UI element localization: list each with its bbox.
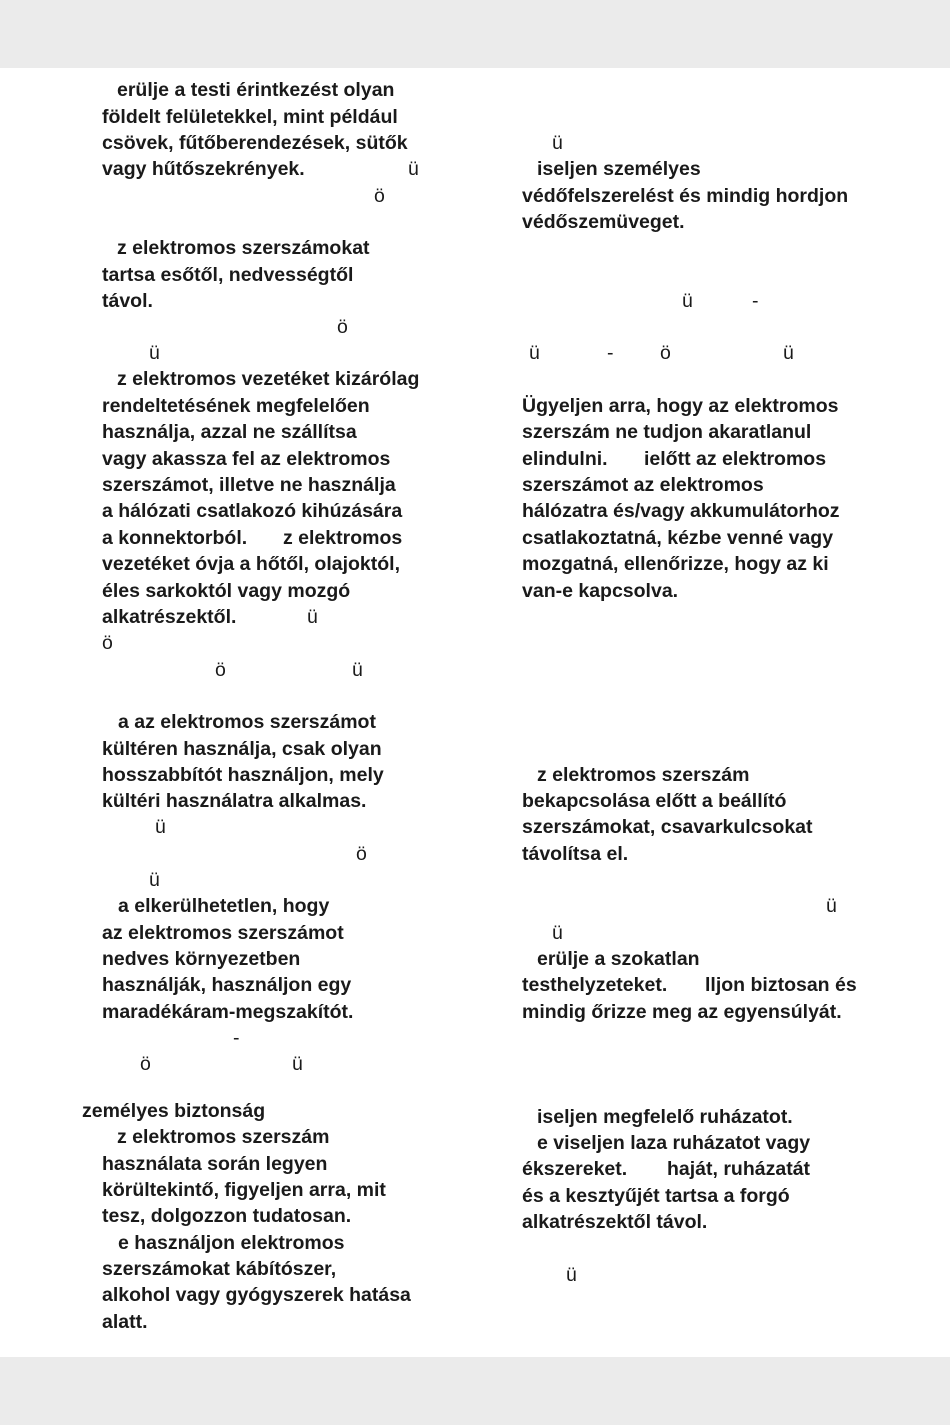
left-column-line: ü xyxy=(155,816,166,838)
right-column-line: bekapcsolása előtt a beállító xyxy=(522,790,787,812)
left-column-line: ö xyxy=(374,185,385,207)
left-column-line: tartsa esőtől, nedvességtől xyxy=(102,264,354,286)
left-column-line: ö xyxy=(140,1053,151,1075)
left-column-line: ö xyxy=(215,659,226,681)
left-column-line: a hálózati csatlakozó kihúzására xyxy=(102,500,403,522)
left-column-line: éles sarkoktól vagy mozgó xyxy=(102,580,351,602)
left-column-line: alkohol vagy gyógyszerek hatása xyxy=(102,1284,411,1306)
right-column-line: haját, ruházatát xyxy=(667,1158,811,1180)
left-column-line: a az elektromos szerszámot xyxy=(118,711,376,733)
right-column-line: szerszámot az elektromos xyxy=(522,474,764,496)
left-column-line: e használjon elektromos xyxy=(118,1232,345,1254)
left-column-line: vagy akassza fel az elektromos xyxy=(102,448,391,470)
left-column-line: kültéren használja, csak olyan xyxy=(102,738,382,760)
left-column-line: használata során legyen xyxy=(102,1153,328,1175)
right-column-line: testhelyzeteket. xyxy=(522,974,668,996)
left-column-line: szerszámokat kábítószer, xyxy=(102,1258,337,1280)
right-column-line: szerszám ne tudjon akaratlanul xyxy=(522,421,812,443)
right-column-line: csatlakoztatná, kézbe venné vagy xyxy=(522,527,834,549)
left-column-line: használják, használjon egy xyxy=(102,974,352,996)
left-column-line: vagy hűtőszekrények. xyxy=(102,158,305,180)
left-column-line: ü xyxy=(408,158,419,180)
right-column-line: szerszámokat, csavarkulcsokat xyxy=(522,816,813,838)
right-column-line: - xyxy=(752,290,759,312)
left-column-line: alatt. xyxy=(102,1311,148,1333)
right-column-line: ü xyxy=(552,922,563,944)
right-column-line: védőszemüveget. xyxy=(522,211,685,233)
right-column-line: és a kesztyűjét tartsa a forgó xyxy=(522,1185,790,1207)
right-column-line: távolítsa el. xyxy=(522,843,629,865)
left-column-line: ö xyxy=(337,316,348,338)
left-column-line: ö xyxy=(356,843,367,865)
left-column-line: ö xyxy=(102,632,113,654)
left-column-line: alkatrészektől. xyxy=(102,606,237,628)
right-column-line: mozgatná, ellenőrizze, hogy az ki xyxy=(522,553,829,575)
right-column-line: mindig őrizze meg az egyensúlyát. xyxy=(522,1001,842,1023)
left-column-line: az elektromos szerszámot xyxy=(102,922,344,944)
left-column-line: erülje a testi érintkezést olyan xyxy=(117,79,395,101)
left-column-line: z elektromos szerszám xyxy=(117,1126,330,1148)
left-column-line: z elektromos vezetéket kizárólag xyxy=(117,368,420,390)
right-column-line: iseljen megfelelő ruházatot. xyxy=(537,1106,793,1128)
left-column-line: csövek, fűtőberendezések, sütők xyxy=(102,132,408,154)
right-column-line: ü xyxy=(783,342,794,364)
top-margin-band xyxy=(0,0,950,68)
left-column-line: ü xyxy=(352,659,363,681)
right-column-line: elindulni. xyxy=(522,448,608,470)
right-column-line: ö xyxy=(660,342,671,364)
right-column-line: ékszereket. xyxy=(522,1158,628,1180)
left-column-line: z elektromos xyxy=(283,527,403,549)
right-column-line: - xyxy=(607,342,614,364)
right-column-line: e viseljen laza ruházatot vagy xyxy=(537,1132,811,1154)
left-column-line: ü xyxy=(307,606,318,628)
left-column-line: földelt felületekkel, mint például xyxy=(102,106,398,128)
left-column-line: kültéri használatra alkalmas. xyxy=(102,790,367,812)
left-column-line: ü xyxy=(149,869,160,891)
right-column-line: Ügyeljen arra, hogy az elektromos xyxy=(522,395,839,417)
right-column-line: alkatrészektől távol. xyxy=(522,1211,708,1233)
left-column-line: maradékáram-megszakítót. xyxy=(102,1001,354,1023)
left-column-line: vezetéket óvja a hőtől, olajoktól, xyxy=(102,553,400,575)
right-column-line: ielőtt az elektromos xyxy=(644,448,827,470)
bottom-margin-band xyxy=(0,1357,950,1425)
left-column-line: tesz, dolgozzon tudatosan. xyxy=(102,1205,352,1227)
right-column-line: z elektromos szerszám xyxy=(537,764,750,786)
left-column-line: z elektromos szerszámokat xyxy=(117,237,370,259)
left-column-line: távol. xyxy=(102,290,153,312)
left-column-line: zemélyes biztonság xyxy=(82,1100,266,1122)
left-column-line: hosszabbítót használjon, mely xyxy=(102,764,384,786)
left-column-line: ü xyxy=(149,342,160,364)
left-column-line: a elkerülhetetlen, hogy xyxy=(118,895,330,917)
right-column-line: lljon biztosan és xyxy=(705,974,857,996)
left-column-line: rendeltetésének megfelelően xyxy=(102,395,370,417)
left-column-line: a konnektorból. xyxy=(102,527,248,549)
right-column-line: iseljen személyes xyxy=(537,158,701,180)
right-column-line: ü xyxy=(826,895,837,917)
right-column-line: ü xyxy=(529,342,540,364)
right-column-line: hálózatra és/vagy akkumulátorhoz xyxy=(522,500,840,522)
right-column-line: védőfelszerelést és mindig hordjon xyxy=(522,185,849,207)
right-column-line: ü xyxy=(552,132,563,154)
left-column-line: körültekintő, figyeljen arra, mit xyxy=(102,1179,386,1201)
right-column-line: erülje a szokatlan xyxy=(537,948,700,970)
left-column-line: használja, azzal ne szállítsa xyxy=(102,421,357,443)
right-column-line: ü xyxy=(566,1264,577,1286)
right-column-line: ü xyxy=(682,290,693,312)
right-column-line: van-e kapcsolva. xyxy=(522,580,679,602)
left-column-line: szerszámot, illetve ne használja xyxy=(102,474,396,496)
left-column-line: ü xyxy=(292,1053,303,1075)
left-column-line: nedves környezetben xyxy=(102,948,301,970)
left-column-line: - xyxy=(233,1027,240,1049)
